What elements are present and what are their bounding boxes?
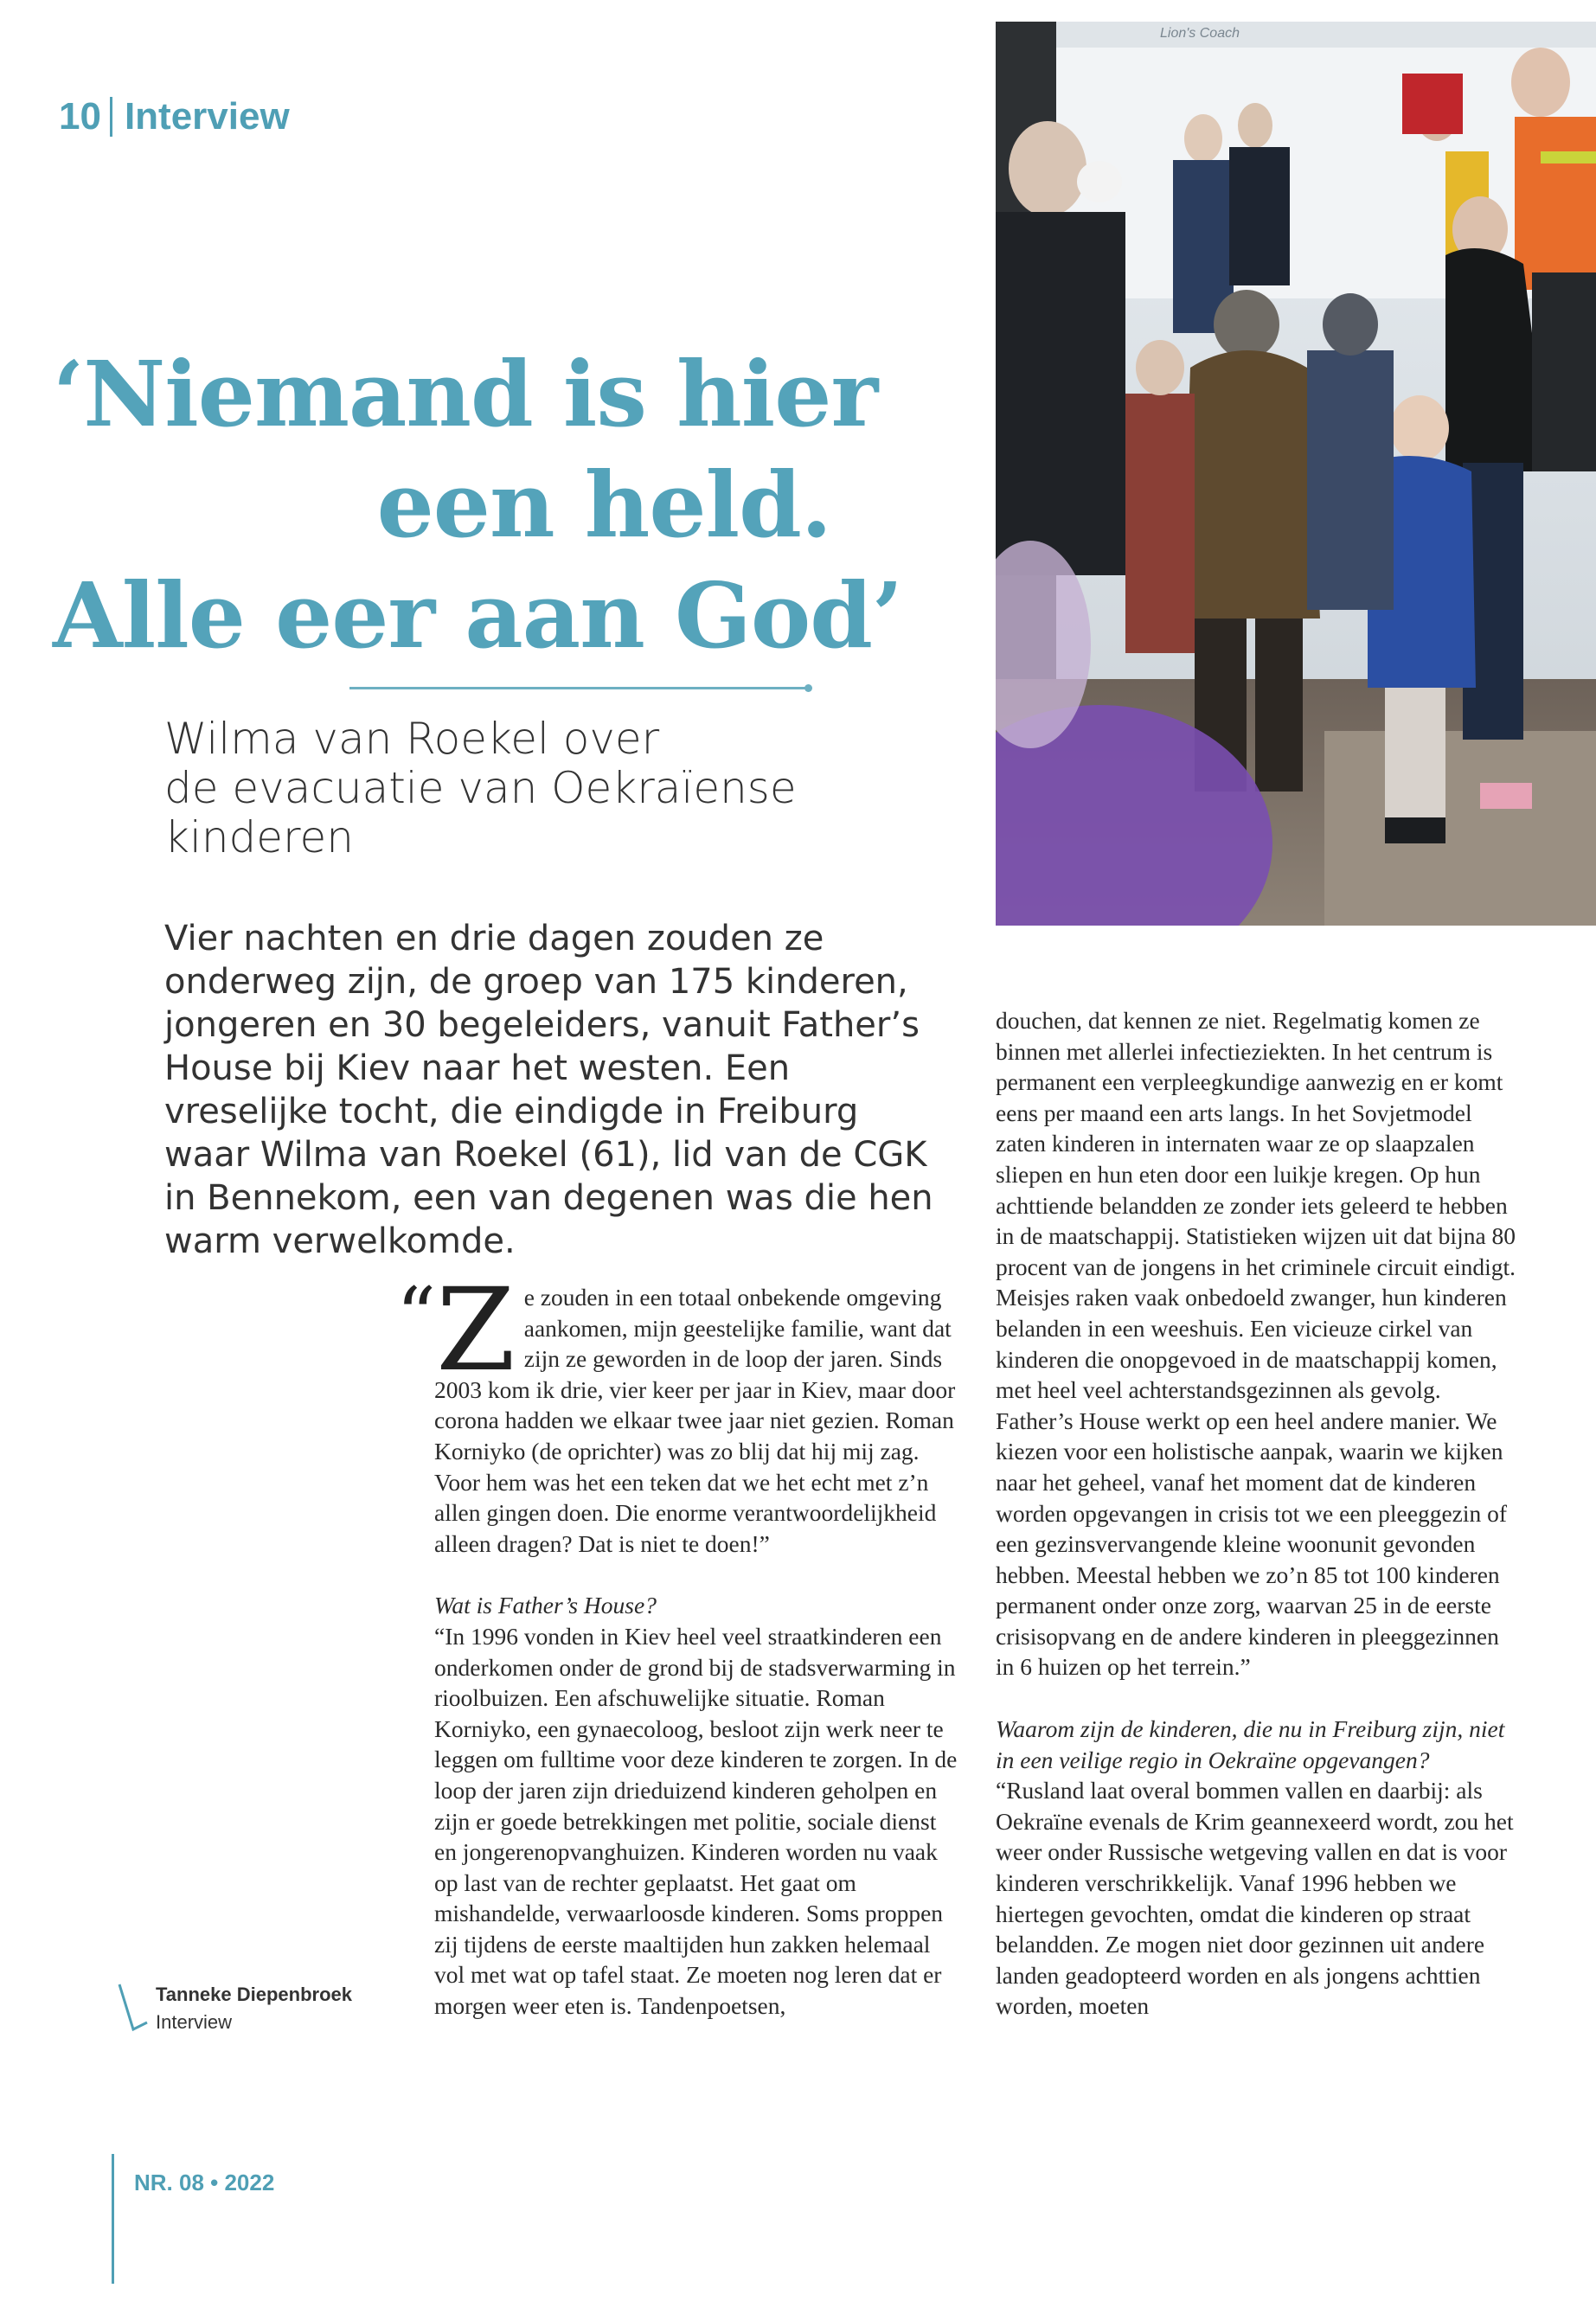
article-subtitle [164, 715, 822, 862]
page-number: 10 [59, 95, 101, 138]
article-intro: Vier nachten en drie dagen zouden ze onderweg zijn, de groep van 175 kinderen, jongeren en 30 begeleiders, vanuit Father’s House bij Kiev naar het westen. Een vreselijke tocht, die eindigde in Freiburg waar Wilma van Roekel (61), lid van de CGK in Bennekom, een van degenen was die hen warm verwelkomde. [164, 919, 933, 1261]
body-paragraph: e zouden in een totaal onbekende omgeving aankomen, mijn geestelijke familie, want dat zijn ze geworden in de loop der jaren. Sinds 2003 kom ik drie, vier keer per jaar in Kiev, maar door corona hadden we elkaar twee jaar niet gezien. Roman Korniyko (de oprichter) was zo blij dat hij mij zag. Voor hem was het een teken dat we het echt met z’n allen gingen doen. Die enorme verantwoordelijkheid alleen dragen? Dat is niet te doen!” [434, 1284, 956, 1557]
page-header [59, 95, 290, 138]
body-paragraph: “In 1996 vonden in Kiev heel veel straatkinderen een onderkomen onder de grond bij de stadsverwarming in rioolbuizen. Een afschuwelijke situatie. Roman Korniyko, een gynaecoloog, besloot zijn werk neer te leggen om fulltime voor deze kinderen te zorgen. In de loop der jaren zijn drieduizend kinderen geholpen en zijn er goede betrekkingen met politie, sociale dienst en jongerenopvanghuizen. Kinderen worden nu vaak op last van de rechter geplaatst. Het gaat om mishandelde, verwaarloosde kinderen. Soms proppen zij tijdens de eerste maaltijden hun zakken helemaal vol met wat op tafel staat. Ze moeten nog leren dat er morgen weer eten is. Tandenpoetsen, [434, 1622, 958, 2020]
interview-question: Wat is Father’s House? [434, 1592, 657, 1619]
subtitle-line: de evacuatie van Oekraïense [164, 763, 797, 813]
article-title [53, 339, 903, 671]
author-role: Interview [156, 2011, 233, 2033]
drop-cap: “Z [396, 1264, 516, 1397]
divider-dot [804, 684, 812, 692]
section-label: Interview [124, 95, 290, 138]
title-line: ‘Niemand is hier [53, 341, 878, 447]
author-name: Tanneke Diepenbroek [156, 1984, 352, 2005]
body-column-2 [996, 1005, 1523, 2022]
article-photo [996, 22, 1596, 926]
subtitle-line: kinderen [164, 812, 354, 862]
title-line: een held. [376, 452, 831, 558]
issue-number: NR. 08 • 2022 [134, 2170, 275, 2195]
body-column-1 [396, 1264, 958, 2022]
author-arrow-icon [116, 1983, 149, 2035]
bus-lettering: Lion's Coach [1160, 26, 1240, 41]
author-credit [156, 1981, 352, 2036]
footer-divider [112, 2154, 114, 2284]
subtitle-line: Wilma van Roekel over [164, 714, 660, 764]
body-paragraph: “Rusland laat overal bommen vallen en daarbij: als Oekraïne evenals de Krim geannexeerd wordt, zou het weer onder Russische wetgeving vallen en dat is voor kinderen verschrikkelijk. Vanaf 1996 hebben we hiertegen gevochten, omdat die kinderen op straat belandden. Ze mogen niet door gezinnen uit andere landen geadopteerd worden en als jongens achttien worden, moeten [996, 1777, 1514, 2020]
interview-question: Waarom zijn de kinderen, die nu in Freiburg zijn, niet in een veilige regio in Oekraïne opgevangen? [996, 1715, 1505, 1773]
header-divider [110, 97, 112, 137]
title-divider [349, 687, 808, 689]
title-line: Alle eer aan God’ [53, 562, 903, 669]
body-paragraph: douchen, dat kennen ze niet. Regelmatig komen ze binnen met allerlei infectieziekten. In het centrum is permanent een verpleegkundige aanwezig en er komt eens per maand een arts langs. In het Sovjetmodel zaten kinderen in internaten waar ze op slaapzalen sliepen en hun eten door een luikje kregen. Op hun achttiende belandden ze zonder iets geleerd te hebben in de maatschappij. Statistieken wijzen uit dat bijna 80 procent van de jongens in het criminele circuit eindigt. Meisjes raken vaak onbedoeld zwanger, hun kinderen belanden in een weeshuis. Een vicieuze cirkel van kinderen die onopgevoed in de maatschappij komen, met heel veel achterstandsgezinnen als gevolg. Father’s House werkt op een heel andere manier. We kiezen voor een holistische aanpak, waarin we kijken naar het geheel, vanaf het moment dat de kinderen worden opgevangen in crisis tot we een pleeggezin of een gezinsvervangende kleine woonunit gevonden hebben. Meestal hebben we zo’n 85 tot 100 kinderen permanent onder onze zorg, waarvan 25 in de eerste crisisopvang en de andere kinderen in pleeggezinnen in 6 huizen op het terrein.” [996, 1007, 1516, 1681]
